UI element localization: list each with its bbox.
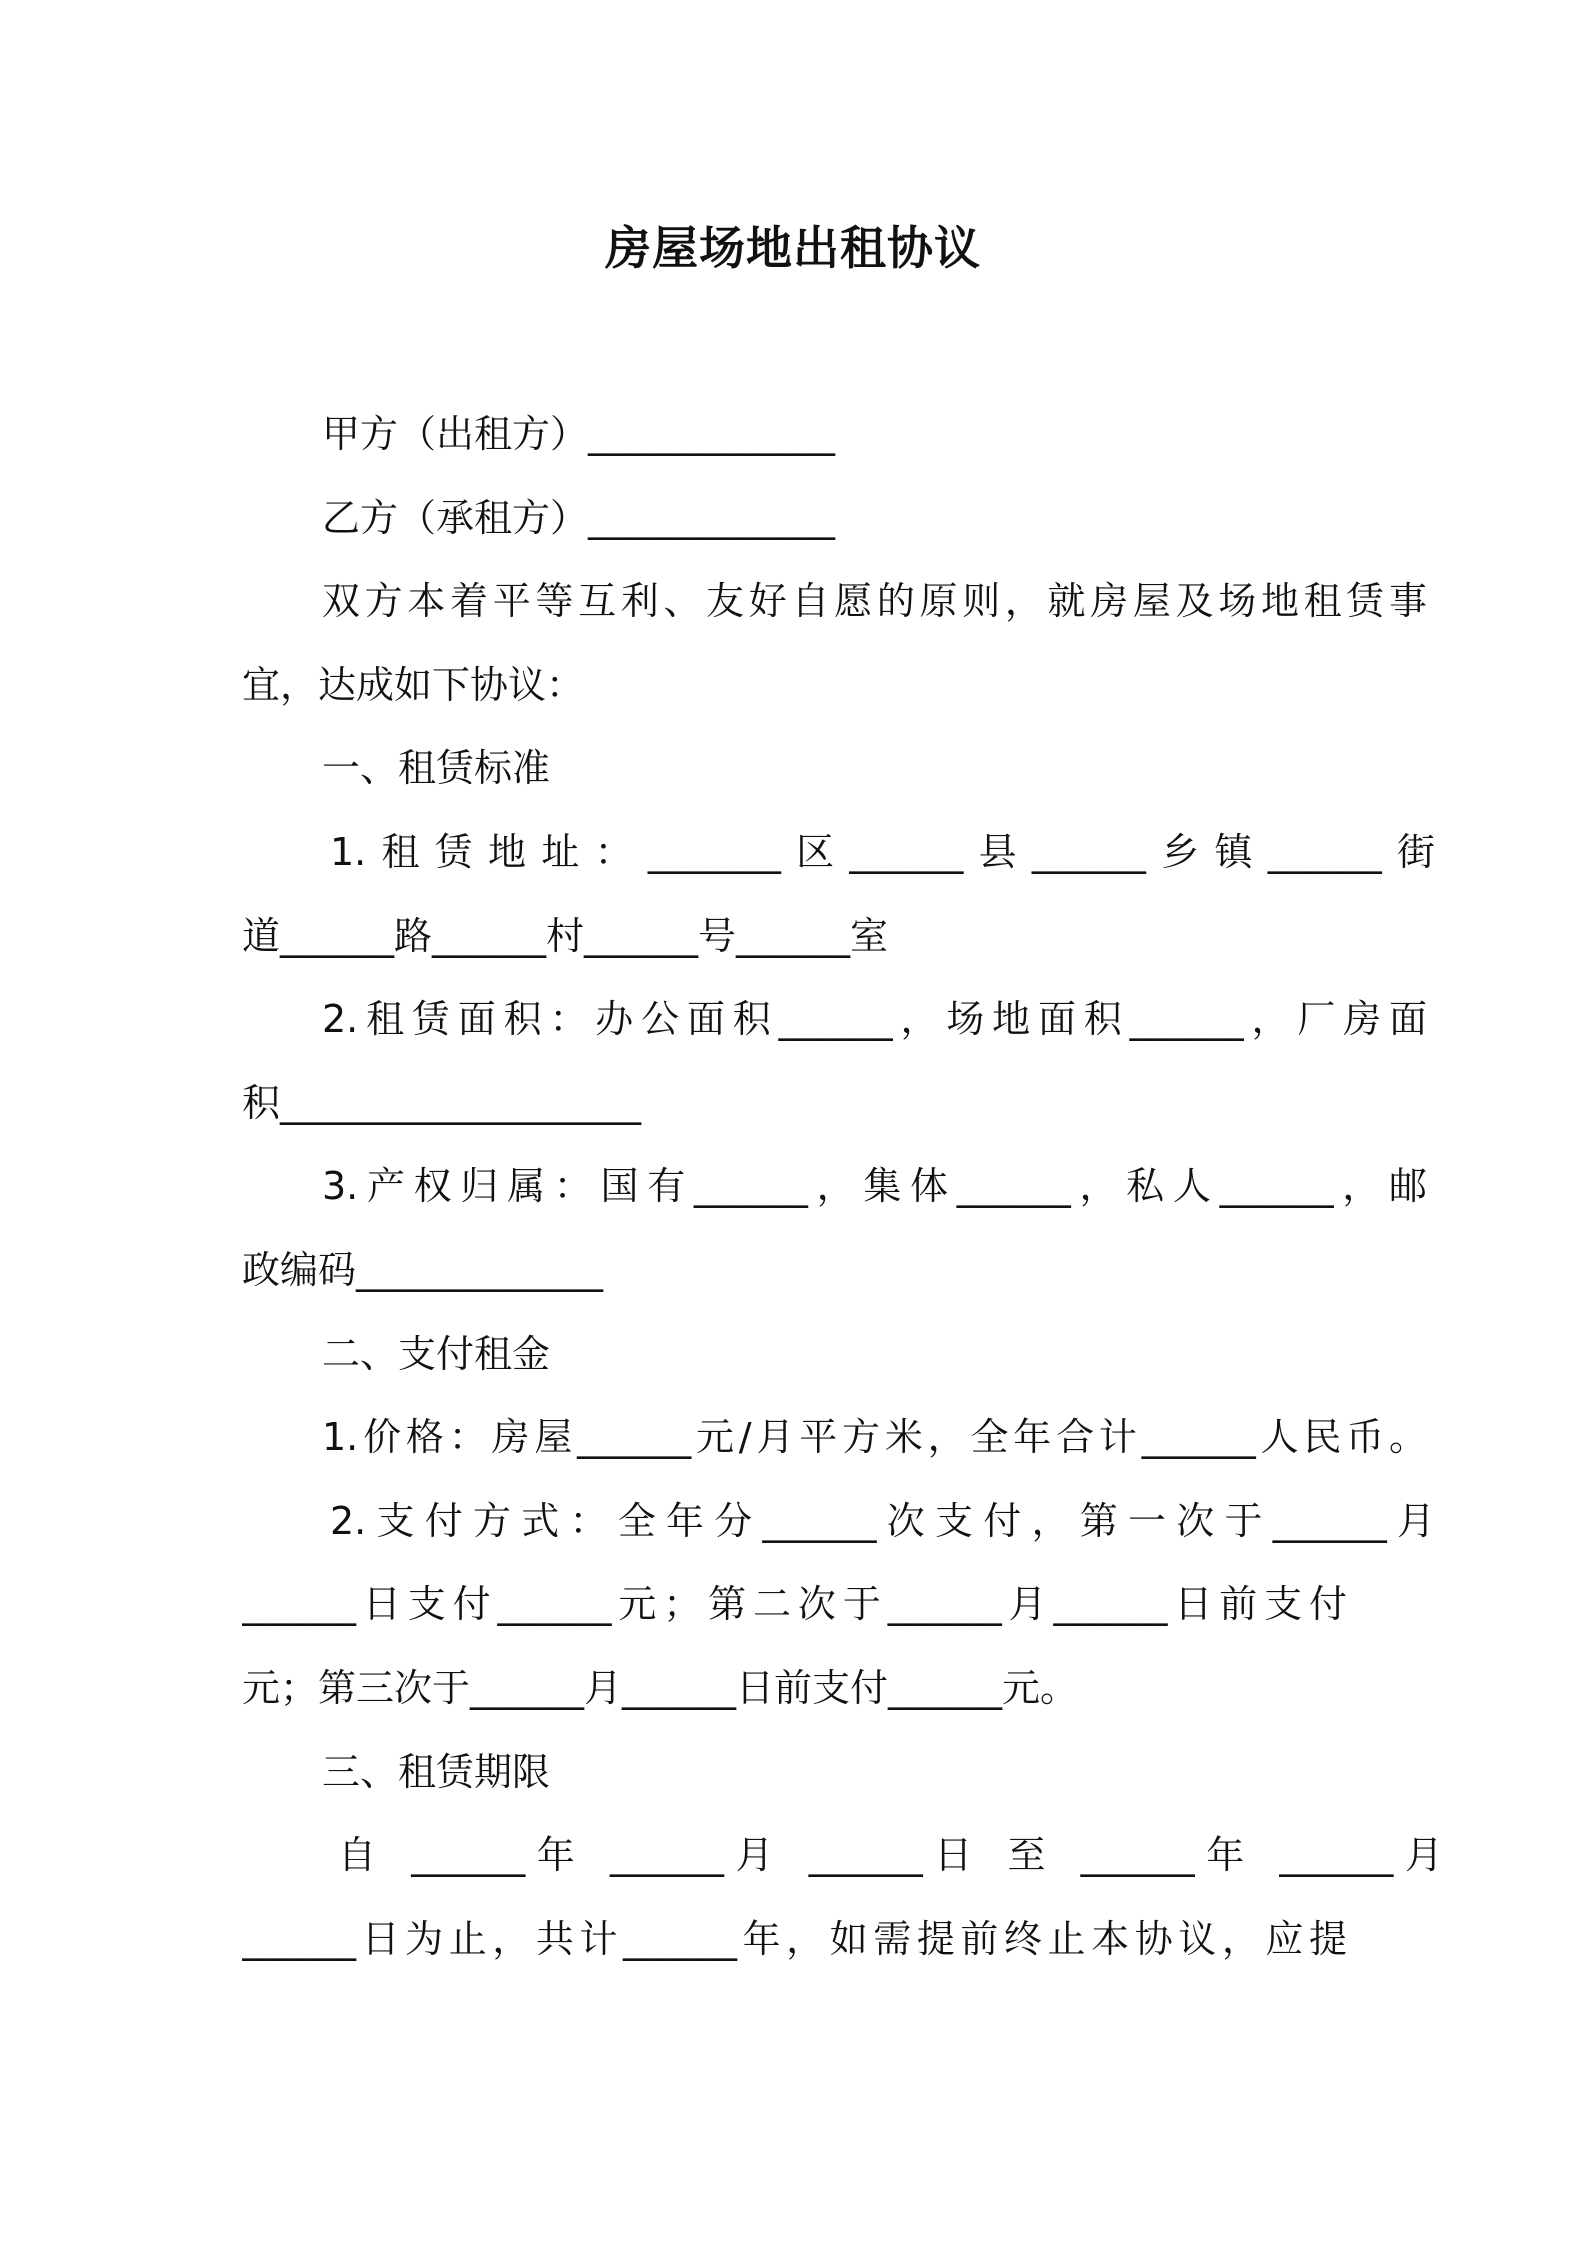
preamble-line-2: 宜，达成如下协议：	[242, 663, 585, 707]
rental-area-line-2: 积___________________	[242, 1081, 642, 1125]
preamble-line-1: 双方本着平等互利、友好自愿的原则，就房屋及场地租赁事	[322, 579, 1427, 623]
lease-term-line-1: 自 ______年 ______月 ______日 至 ______年 ______月	[338, 1833, 1443, 1877]
payment-method-line-3: 元；第三次于______月______日前支付______元。	[242, 1666, 1079, 1710]
rental-area-line-1: 2.租赁面积：办公面积______，场地面积______，厂房面	[322, 997, 1427, 1041]
section-heading-3: 三、租赁期限	[322, 1750, 551, 1794]
section-heading-2: 二、支付租金	[322, 1332, 551, 1376]
payment-method-line-2: ______日支付______元；第二次于______月______日前支付	[242, 1582, 1347, 1626]
payment-method-line-1: 2.支付方式：全年分______次支付，第一次于______月	[330, 1499, 1435, 1543]
party-b-line: 乙方（承租方）_____________	[322, 496, 836, 540]
section-heading-1: 一、租赁标准	[322, 746, 551, 790]
price-line: 1.价格：房屋______元/月平方米，全年合计______人民币。	[322, 1415, 1427, 1459]
ownership-line-1: 3.产权归属：国有______，集体______，私人______，邮	[322, 1164, 1427, 1208]
lease-term-line-2: ______日为止，共计______年，如需提前终止本协议，应提	[242, 1917, 1347, 1961]
ownership-line-2: 政编码_____________	[242, 1248, 604, 1292]
rental-address-line-1: 1.租赁地址：_______区______县______乡镇______街	[330, 830, 1435, 874]
rental-address-line-2: 道______路______村______号______室	[242, 914, 889, 958]
party-a-line: 甲方（出租方）_____________	[322, 412, 836, 456]
document-title: 房屋场地出租协议	[605, 221, 981, 275]
